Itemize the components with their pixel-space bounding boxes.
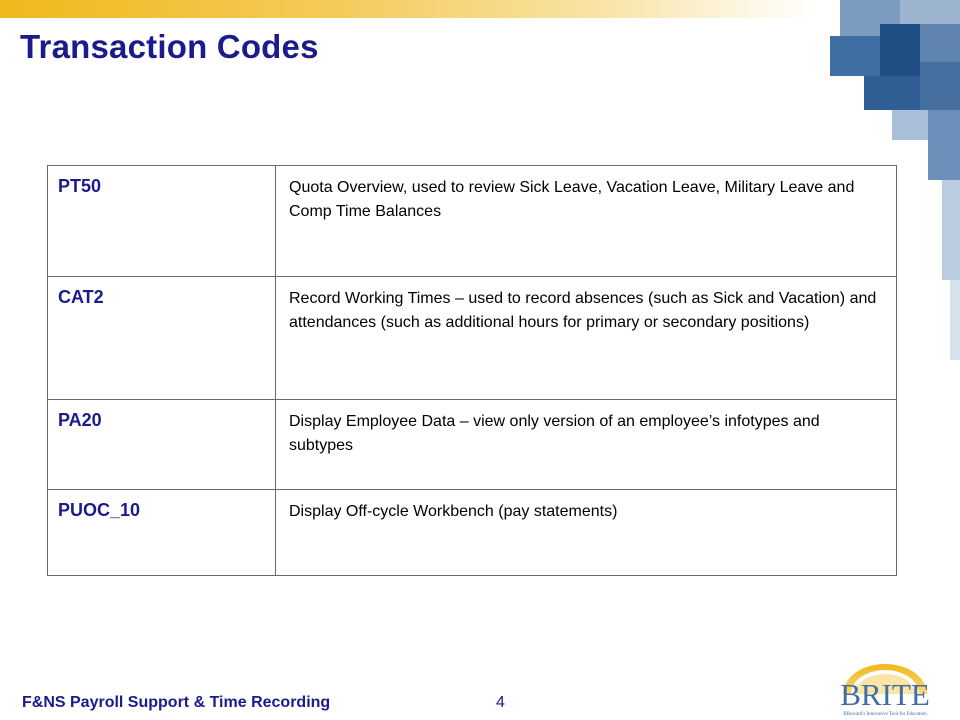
transaction-codes-table	[47, 165, 897, 576]
description-cell: Quota Overview, used to review Sick Leave, Vacation Leave, Military Leave and Comp Time Balances	[276, 166, 897, 277]
brite-logo	[815, 660, 955, 718]
footer-title: F&NS Payroll Support & Time Recording	[22, 694, 331, 711]
description-cell: Display Off-cycle Workbench (pay statements)	[276, 490, 897, 576]
table-row	[48, 277, 897, 400]
table-row	[48, 400, 897, 490]
logo-tagline: BRoward's Innovative Tool for Education	[843, 712, 927, 717]
description-cell: Record Working Times – used to record absences (such as Sick and Vacation) and attendances (such as additional hours for primary or secondary positions)	[276, 277, 897, 400]
page-number: 4	[496, 694, 505, 711]
transaction-code-cell: PT50	[48, 166, 276, 277]
table-row	[48, 166, 897, 277]
page-title: Transaction Codes	[20, 28, 319, 65]
logo-wordmark: BRITE	[840, 677, 930, 712]
transaction-code-cell: CAT2	[48, 277, 276, 400]
transaction-code-cell: PA20	[48, 400, 276, 490]
description-cell: Display Employee Data – view only version of an employee’s infotypes and subtypes	[276, 400, 897, 490]
transaction-code-cell: PUOC_10	[48, 490, 276, 576]
table-row	[48, 490, 897, 576]
